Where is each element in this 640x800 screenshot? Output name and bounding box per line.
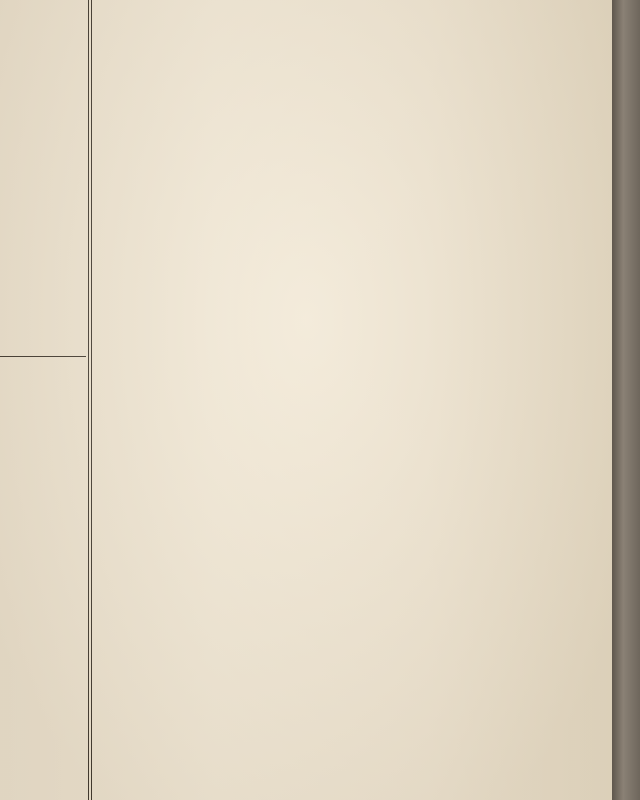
- column-rule: [88, 0, 89, 800]
- page-edge-shadow: [612, 0, 640, 800]
- column-rule: [91, 0, 92, 800]
- section-rule: [0, 356, 86, 357]
